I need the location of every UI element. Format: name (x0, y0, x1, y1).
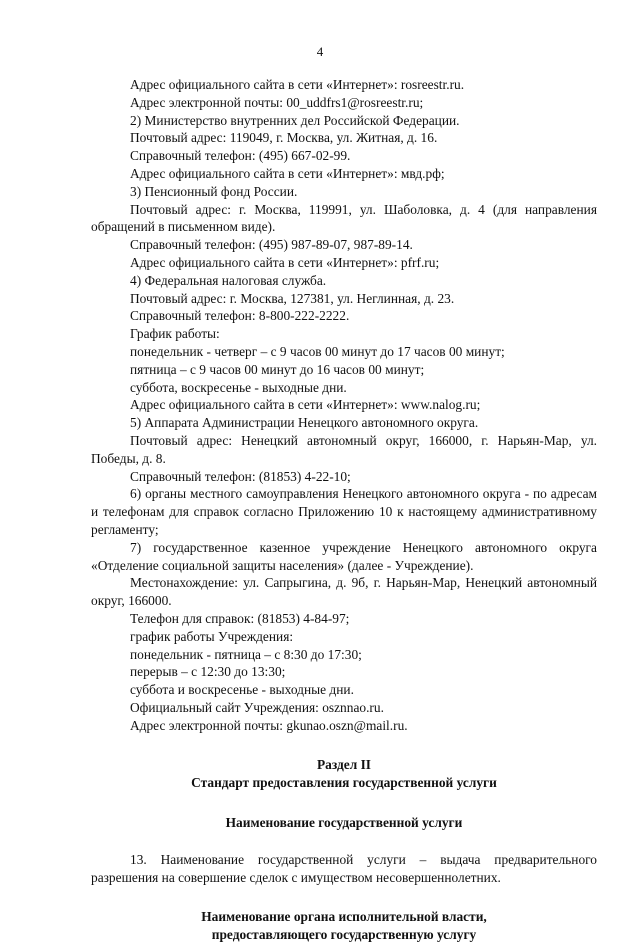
paragraph-13: 13. Наименование государственной услуги – выдача предварительного разрешения на совершение сделок с имуществом несовершеннолетних. (91, 851, 597, 885)
paragraph: График работы: (130, 326, 220, 342)
paragraph: Справочный телефон: 8-800-222-2222. (130, 308, 350, 324)
paragraph: 3) Пенсионный фонд России. (130, 183, 298, 199)
paragraph: Местонахождение: ул. Сапрыгина, д. 9б, г. Нарьян-Мар, Ненецкий автономный округ, 166000. (91, 575, 597, 609)
document-body (91, 76, 597, 944)
spacer (91, 832, 597, 851)
paragraph: Справочный телефон: (495) 987-89-07, 987-89-14. (130, 237, 413, 253)
section-label: Раздел II (316, 757, 371, 773)
paragraph: понедельник - четверг – с 9 часов 00 минут до 17 часов 00 минут; (130, 343, 505, 359)
paragraph: 2) Министерство внутренних дел Российской Федерации. (130, 112, 460, 128)
paragraph: Телефон для справок: (81853) 4-84-97; (130, 610, 350, 626)
paragraph: Адрес официального сайта в сети «Интернет»: www.nalog.ru; (130, 397, 481, 413)
paragraph: Адрес официального сайта в сети «Интернет»: rosreestr.ru. (130, 77, 465, 92)
paragraph: Почтовый адрес: Ненецкий автономный округ, 166000, г. Нарьян-Мар, ул. Победы, д. 8. (91, 432, 597, 466)
paragraph: понедельник - пятница – с 8:30 до 17:30; (130, 646, 362, 662)
section-title: Стандарт предоставления государственной услуги (191, 775, 497, 791)
paragraph: 5) Аппарата Администрации Ненецкого автономного округа. (130, 415, 479, 431)
paragraph: суббота и воскресенье - выходные дни. (130, 682, 354, 698)
spacer (91, 886, 597, 908)
paragraph: Почтовый адрес: 119049, г. Москва, ул. Житная, д. 16. (130, 130, 438, 146)
paragraph: Адрес официального сайта в сети «Интернет»: мвд.рф; (130, 165, 445, 181)
paragraph: Почтовый адрес: г. Москва, 119991, ул. Шаболовка, д. 4 (для направления обращений в письменном виде). (91, 201, 597, 235)
subheading-authority-line1: Наименование органа исполнительной власти, (201, 909, 487, 925)
paragraph: 6) органы местного самоуправления Ненецкого автономного округа - по адресам и телефонам для справок согласно Приложению 10 к настоящему административному регламенту; (91, 486, 597, 537)
paragraph: Адрес электронной почты: gkunao.oszn@mail.ru. (130, 717, 408, 733)
spacer (91, 734, 597, 756)
paragraph: пятница – с 9 часов 00 минут до 16 часов 00 минут; (130, 361, 425, 377)
paragraph: 4) Федеральная налоговая служба. (130, 272, 327, 288)
paragraph: Справочный телефон: (495) 667-02-99. (130, 148, 351, 164)
paragraph: график работы Учреждения: (130, 628, 294, 644)
spacer (91, 792, 597, 814)
paragraph: 7) государственное казенное учреждение Ненецкого автономного округа «Отделение социальной защиты населения» (далее - Учреждение). (91, 539, 597, 573)
page-number: 4 (316, 44, 324, 59)
paragraph: Справочный телефон: (81853) 4-22-10; (130, 468, 351, 484)
subheading-authority-line2: предоставляющего государственную услугу (211, 927, 477, 943)
paragraph: Адрес официального сайта в сети «Интернет»: pfrf.ru; (130, 254, 440, 270)
paragraph: Адрес электронной почты: 00_uddfrs1@rosreestr.ru; (130, 94, 424, 110)
subheading-service-name: Наименование государственной услуги (225, 815, 463, 831)
paragraph: суббота, воскресенье - выходные дни. (130, 379, 347, 395)
paragraph: перерыв – с 12:30 до 13:30; (130, 664, 286, 680)
paragraph: Почтовый адрес: г. Москва, 127381, ул. Неглинная, д. 23. (130, 290, 455, 306)
paragraph: Официальный сайт Учреждения: osznnao.ru. (130, 699, 384, 715)
